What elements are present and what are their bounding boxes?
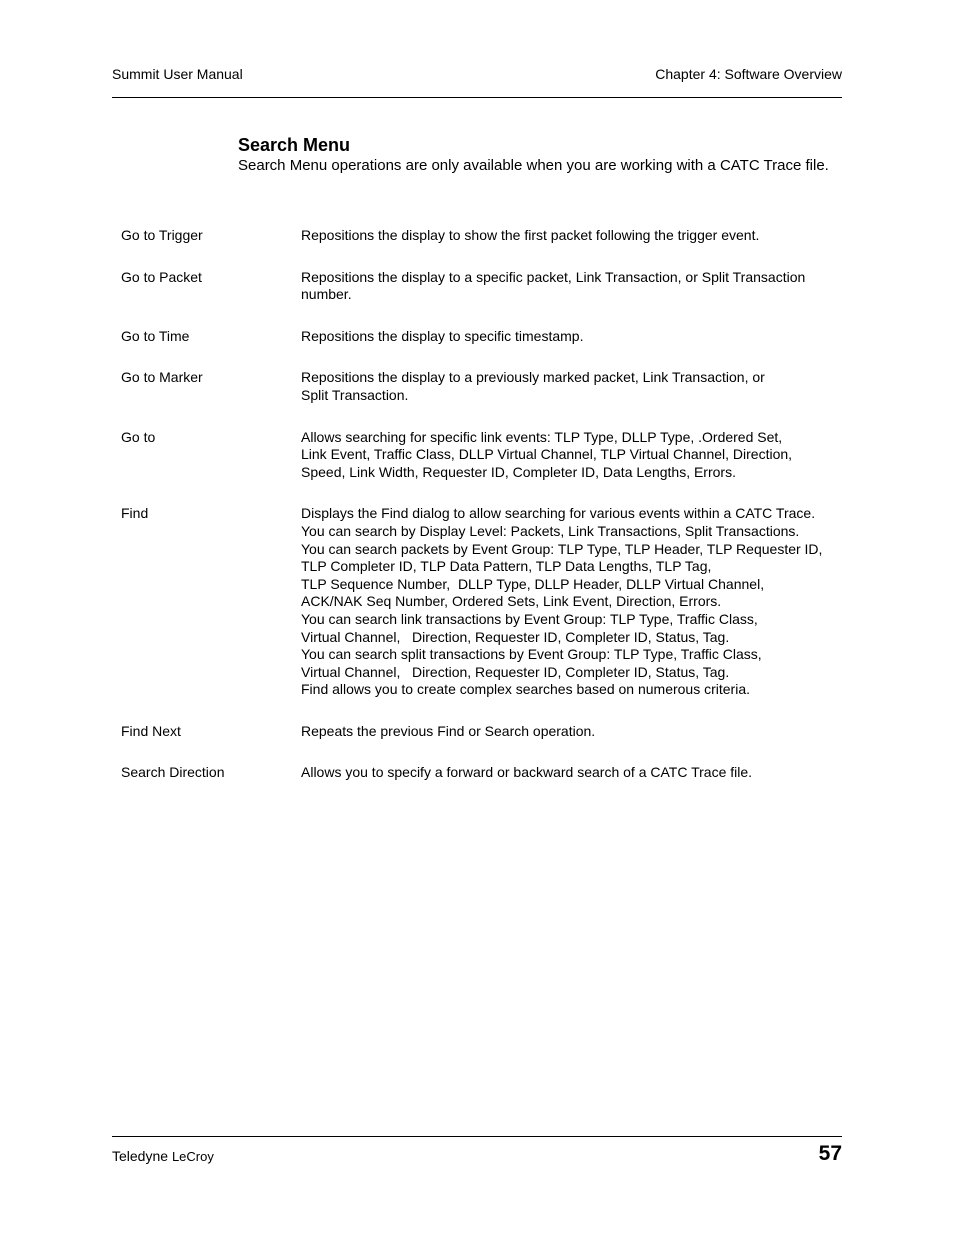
description-line: Allows you to specify a forward or backward search of a CATC Trace file. [301,764,753,781]
search-menu-table [121,227,841,806]
running-header-chapter: Chapter 4: Software Overview [655,66,842,82]
description-line: Link Event, Traffic Class, DLLP Virtual Channel, TLP Virtual Channel, Direction, [301,446,793,463]
menu-item-description [301,505,841,699]
menu-item-term: Go to [121,428,156,445]
header-divider [112,97,842,98]
menu-item-term: Go to Marker [121,369,203,386]
menu-item-row [121,369,841,404]
footer-brand-main: Teledyne [112,1148,172,1164]
menu-item-description [301,764,841,782]
menu-item-row [121,505,841,699]
menu-item-row [121,764,841,782]
menu-item-term: Search Direction [121,764,225,781]
description-line: You can search link transactions by Event Group: TLP Type, Traffic Class, [301,610,758,627]
description-line: You can search packets by Event Group: TLP Type, TLP Header, TLP Requester ID, [301,540,823,557]
description-line: Virtual Channel, Direction, Requester ID, Completer ID, Status, Tag. [301,663,730,680]
description-line: Repeats the previous Find or Search operation. [301,722,596,739]
description-line: TLP Sequence Number, DLLP Type, DLLP Header, DLLP Virtual Channel, [301,575,765,592]
section-heading: Search Menu [238,135,351,155]
description-line: Repositions the display to show the first packet following the trigger event. [301,227,760,243]
menu-item-description [301,723,841,741]
description-line: Repositions the display to specific timestamp. [301,327,584,344]
description-line: Virtual Channel, Direction, Requester ID, Completer ID, Status, Tag. [301,628,730,645]
page-number: 57 [818,1142,842,1165]
menu-item-term: Go to Packet [121,268,202,285]
description-line: You can search by Display Level: Packets, Link Transactions, Split Transactions. [301,522,800,539]
description-line: Repositions the display to a previously marked packet, Link Transaction, or [301,369,765,386]
menu-item-term: Find Next [121,722,181,739]
description-line: Find allows you to create complex searches based on numerous criteria. [301,681,750,698]
description-line: Split Transaction. [301,386,409,403]
description-line: Allows searching for specific link events: TLP Type, DLLP Type, .Ordered Set, [301,428,783,445]
description-line: Displays the Find dialog to allow searching for various events within a CATC Trace. [301,505,816,522]
footer-brand [112,1148,214,1165]
section-intro-text: Search Menu operations are only available when you are working with a CATC Trace file. [238,157,829,174]
menu-item-row [121,328,841,346]
menu-item-row [121,429,841,482]
description-line: You can search split transactions by Event Group: TLP Type, Traffic Class, [301,646,762,663]
description-line: ACK/NAK Seq Number, Ordered Sets, Link Event, Direction, Errors. [301,593,722,610]
menu-item-term: Find [121,505,149,522]
footer-brand-small: LeCroy [171,1149,214,1164]
menu-item-row [121,227,841,245]
menu-item-term: Go to Trigger [121,227,203,243]
description-line: number. [301,286,352,303]
menu-item-description [301,369,841,404]
description-line: Speed, Link Width, Requester ID, Completer ID, Data Lengths, Errors. [301,463,736,480]
description-line: TLP Completer ID, TLP Data Pattern, TLP Data Lengths, TLP Tag, [301,558,712,575]
menu-item-description [301,269,841,304]
menu-item-description [301,227,841,245]
menu-item-row [121,723,841,741]
menu-item-term: Go to Time [121,327,190,344]
running-header-title: Summit User Manual [112,66,243,82]
footer-divider [112,1136,842,1137]
menu-item-row [121,269,841,304]
menu-item-description [301,328,841,346]
description-line: Repositions the display to a specific packet, Link Transaction, or Split Transaction [301,268,806,285]
menu-item-description [301,429,841,482]
